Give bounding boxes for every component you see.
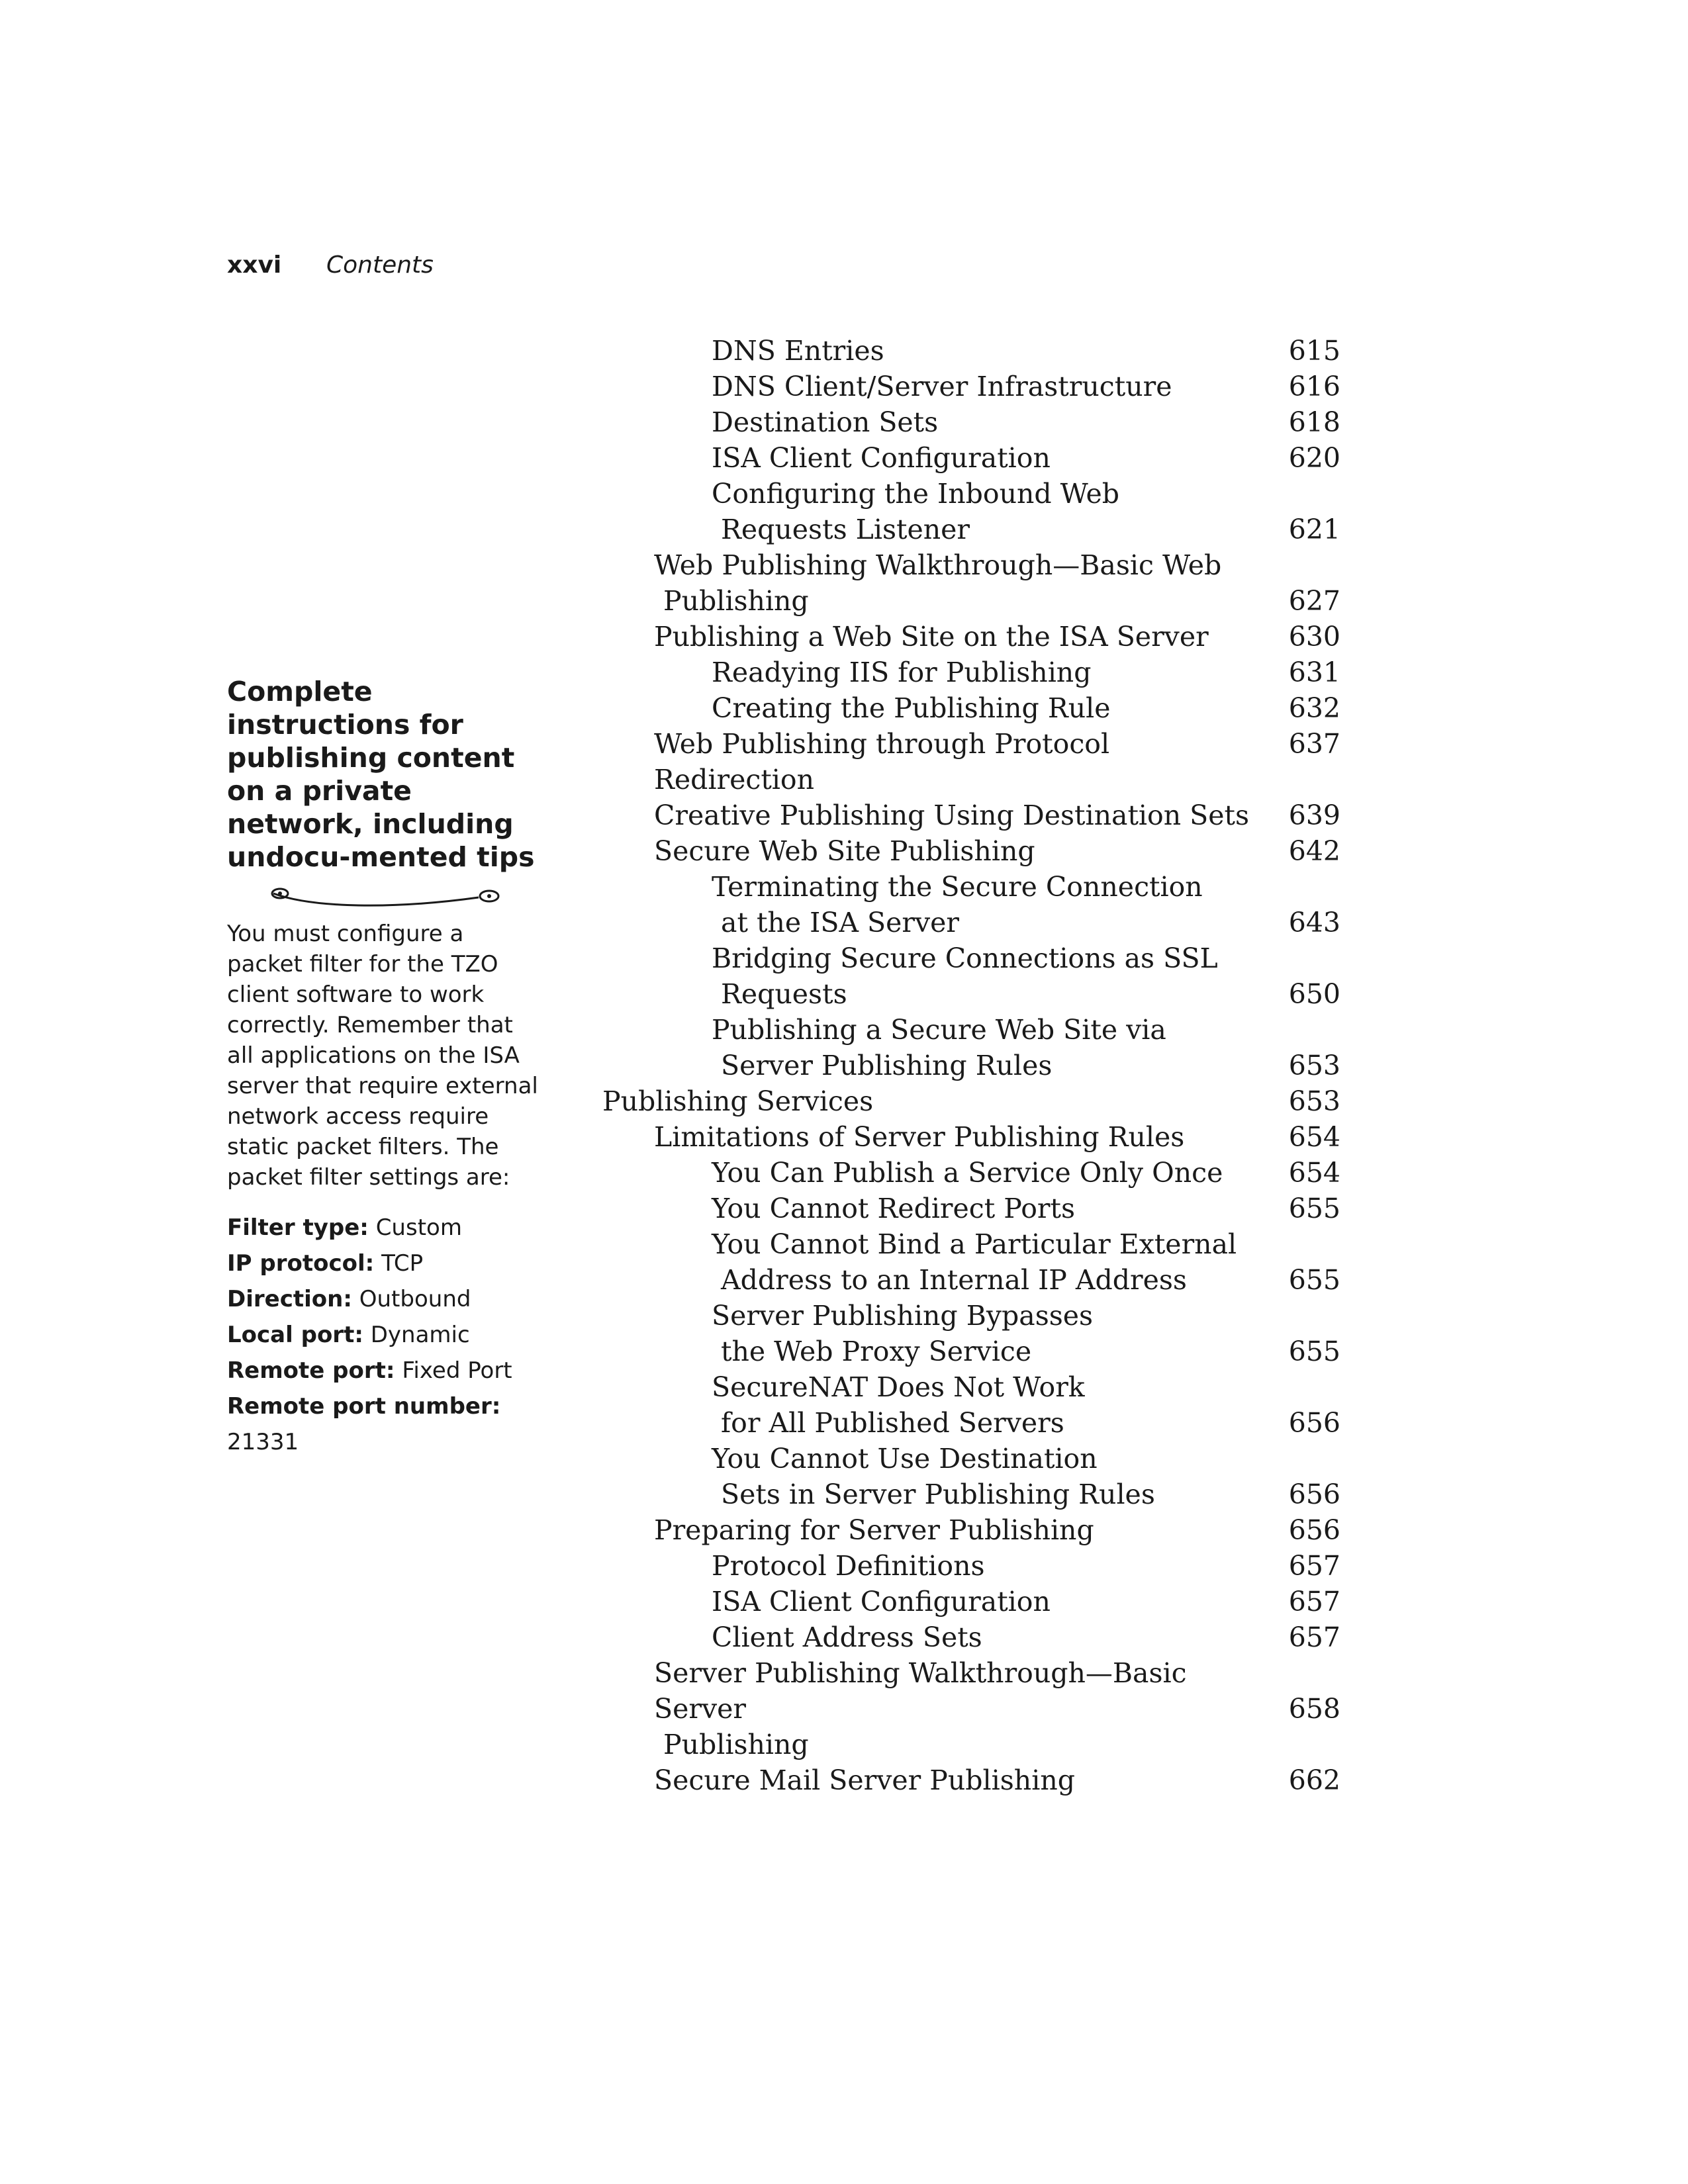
toc-title-line: Server Publishing Bypasses — [712, 1300, 1094, 1332]
toc-entry-title — [602, 619, 1268, 655]
toc-title-line: Requests Listener — [721, 514, 970, 545]
toc-title-line: SecureNAT Does Not Work — [712, 1371, 1085, 1403]
toc-title-line: Publishing — [663, 1729, 809, 1760]
toc-title-line: Destination Sets — [712, 406, 939, 438]
toc-entry-title — [602, 833, 1268, 869]
toc-page-number: 615 — [1288, 335, 1340, 367]
toc-title-line: for All Published Servers — [721, 1407, 1064, 1439]
toc-entry[interactable] — [602, 1012, 1340, 1083]
toc-page-number: 627 — [1288, 585, 1340, 617]
toc-title-line: Creating the Publishing Rule — [712, 692, 1111, 724]
setting-item — [227, 1210, 545, 1246]
toc-entry-title — [602, 1548, 1268, 1584]
toc-entry-title — [602, 1155, 1268, 1191]
setting-label: Filter type: — [227, 1214, 369, 1241]
toc-entry[interactable] — [602, 1655, 1340, 1762]
toc-title-line: Secure Web Site Publishing — [654, 835, 1035, 867]
setting-label: IP protocol: — [227, 1250, 375, 1277]
toc-page-number: 639 — [1288, 799, 1340, 831]
toc-entry-title — [602, 1083, 1268, 1119]
toc-entry[interactable] — [602, 1226, 1340, 1298]
toc-entry-title — [602, 476, 1268, 547]
toc-title-line: Creative Publishing Using Destination Sets — [654, 799, 1250, 831]
toc-title-line: Publishing Services — [602, 1085, 874, 1117]
setting-value: Custom — [375, 1214, 462, 1241]
toc-entry[interactable] — [602, 940, 1340, 1012]
toc-title-line: Web Publishing through Protocol Redirection — [654, 728, 1110, 796]
toc-entry[interactable] — [602, 797, 1340, 833]
toc-entry[interactable] — [602, 1083, 1340, 1119]
toc-title-line: Configuring the Inbound Web — [712, 478, 1119, 510]
toc-entry-title — [602, 547, 1268, 619]
toc-page-number: 657 — [1288, 1586, 1340, 1617]
toc-entry-title — [602, 797, 1268, 833]
toc-entry[interactable] — [602, 690, 1340, 726]
toc-entry-title — [602, 1369, 1268, 1441]
toc-entry[interactable] — [602, 369, 1340, 404]
toc-entry-title — [602, 1619, 1268, 1655]
toc-page-number: 632 — [1288, 692, 1340, 724]
packet-filter-settings — [227, 1210, 545, 1460]
running-header — [227, 251, 434, 291]
toc-page-number: 657 — [1288, 1550, 1340, 1582]
toc-page-number: 662 — [1288, 1764, 1340, 1796]
toc-entry[interactable] — [602, 1762, 1340, 1798]
toc-title-line: Bridging Secure Connections as SSL — [712, 942, 1218, 974]
toc-title-line: Server Publishing Walkthrough—Basic Server — [654, 1657, 1187, 1725]
toc-entry[interactable] — [602, 619, 1340, 655]
toc-entry-title — [602, 1655, 1268, 1762]
toc-page-number: 620 — [1288, 442, 1340, 474]
margin-note — [227, 675, 545, 1460]
sidebar-tagline: Complete instructions for publishing content on a private network, including undocu-mented tips — [227, 676, 535, 873]
toc-title-line: Limitations of Server Publishing Rules — [654, 1121, 1185, 1153]
toc-entry[interactable] — [602, 869, 1340, 940]
toc-entry[interactable] — [602, 1298, 1340, 1369]
toc-title-line: Publishing a Secure Web Site via — [712, 1014, 1166, 1046]
setting-item — [227, 1246, 545, 1281]
toc-title-line: Web Publishing Walkthrough—Basic Web — [654, 549, 1222, 581]
toc-page-number: 658 — [1288, 1693, 1340, 1725]
toc-page-number: 655 — [1288, 1264, 1340, 1296]
toc-title-line: Sets in Server Publishing Rules — [721, 1479, 1155, 1510]
toc-entry-title — [602, 1191, 1268, 1226]
setting-item — [227, 1353, 545, 1388]
toc-entry-title — [602, 940, 1268, 1012]
toc-page-number: 618 — [1288, 406, 1340, 438]
toc-entry[interactable] — [602, 1512, 1340, 1548]
toc-entry[interactable] — [602, 476, 1340, 547]
toc-title-line: Readying IIS for Publishing — [712, 657, 1092, 688]
toc-page-number: 637 — [1288, 728, 1340, 760]
setting-item — [227, 1388, 545, 1460]
toc-entry[interactable] — [602, 1548, 1340, 1584]
toc-page-number: 654 — [1288, 1121, 1340, 1153]
toc-page-number: 653 — [1288, 1050, 1340, 1081]
toc-title-line: Client Address Sets — [712, 1621, 982, 1653]
toc-page-number: 655 — [1288, 1193, 1340, 1224]
sidebar-note: You must configure a packet filter for the TZO client software to work correctly. Remember that all applications on the ISA server that require external network access require static packet filters. The packet filter settings are: — [227, 921, 538, 1191]
toc-entry-title — [602, 690, 1268, 726]
toc-title-line: DNS Client/Server Infrastructure — [712, 371, 1172, 402]
toc-entry[interactable] — [602, 1441, 1340, 1512]
toc-title-line: ISA Client Configuration — [712, 1586, 1051, 1617]
toc-entry[interactable] — [602, 833, 1340, 869]
toc-title-line: Publishing a Web Site on the ISA Server — [654, 621, 1209, 653]
toc-title-line: DNS Entries — [712, 335, 884, 367]
toc-entry[interactable] — [602, 655, 1340, 690]
toc-title-line: the Web Proxy Service — [721, 1336, 1032, 1367]
toc-page-number: 656 — [1288, 1407, 1340, 1439]
toc-title-line: Protocol Definitions — [712, 1550, 985, 1582]
toc-page-number: 655 — [1288, 1336, 1340, 1367]
toc-page-number: 650 — [1288, 978, 1340, 1010]
setting-value: Dynamic — [370, 1322, 470, 1348]
toc-title-line: at the ISA Server — [721, 907, 960, 938]
toc-entry-title — [602, 655, 1268, 690]
setting-label: Local port: — [227, 1322, 363, 1348]
toc-page-number: 642 — [1288, 835, 1340, 867]
setting-item — [227, 1281, 545, 1317]
toc-title-line: You Cannot Redirect Ports — [712, 1193, 1075, 1224]
toc-page-number: 656 — [1288, 1479, 1340, 1510]
setting-value: Fixed Port — [402, 1357, 512, 1384]
toc-entry-title — [602, 1762, 1268, 1798]
toc-title-line: You Cannot Bind a Particular External — [712, 1228, 1237, 1260]
toc-entry[interactable] — [602, 1191, 1340, 1226]
toc-title-line: Requests — [721, 978, 847, 1010]
page-number: xxvi — [227, 251, 282, 279]
toc-entry[interactable] — [602, 1119, 1340, 1155]
toc-entry-title — [602, 1584, 1268, 1619]
toc-entry[interactable] — [602, 1369, 1340, 1441]
toc-entry-title — [602, 404, 1268, 440]
toc-entry-title — [602, 1226, 1268, 1298]
toc-page-number: 631 — [1288, 657, 1340, 688]
toc-page-number: 657 — [1288, 1621, 1340, 1653]
toc-entry[interactable] — [602, 404, 1340, 440]
running-title: Contents — [326, 251, 434, 279]
toc-title-line: You Cannot Use Destination — [712, 1443, 1098, 1475]
toc-entry-title — [602, 726, 1268, 797]
toc-page-number: 643 — [1288, 907, 1340, 938]
setting-item — [227, 1317, 545, 1353]
setting-label: Direction: — [227, 1286, 352, 1312]
toc-title-line: Address to an Internal IP Address — [721, 1264, 1187, 1296]
toc-entry-title — [602, 440, 1268, 476]
toc-entry-title — [602, 1441, 1268, 1512]
toc-page-number: 654 — [1288, 1157, 1340, 1189]
toc-entry-title — [602, 369, 1268, 404]
toc-entry-title — [602, 1012, 1268, 1083]
setting-label: Remote port number: — [227, 1393, 501, 1420]
toc-title-line: Publishing — [663, 585, 809, 617]
toc-entry[interactable] — [602, 1619, 1340, 1655]
toc-entry[interactable] — [602, 1155, 1340, 1191]
toc-entry-title — [602, 1298, 1268, 1369]
toc-page-number: 616 — [1288, 371, 1340, 402]
toc-title-line: ISA Client Configuration — [712, 442, 1051, 474]
toc-entry[interactable] — [602, 726, 1340, 797]
table-of-contents — [602, 333, 1340, 1798]
toc-entry-title — [602, 333, 1268, 369]
toc-entry-title — [602, 1512, 1268, 1548]
setting-value: TCP — [381, 1250, 424, 1277]
toc-entry-title — [602, 869, 1268, 940]
toc-title-line: Server Publishing Rules — [721, 1050, 1053, 1081]
toc-page-number: 656 — [1288, 1514, 1340, 1546]
toc-title-line: Preparing for Server Publishing — [654, 1514, 1094, 1546]
toc-page-number: 653 — [1288, 1085, 1340, 1117]
toc-title-line: You Can Publish a Service Only Once — [712, 1157, 1223, 1189]
toc-page-number: 621 — [1288, 514, 1340, 545]
toc-entry[interactable] — [602, 440, 1340, 476]
setting-value: Outbound — [359, 1286, 471, 1312]
toc-entry[interactable] — [602, 333, 1340, 369]
setting-label: Remote port: — [227, 1357, 395, 1384]
setting-value: 21331 — [227, 1429, 299, 1455]
swirl-divider-icon — [260, 886, 512, 909]
toc-page-number: 630 — [1288, 621, 1340, 653]
toc-entry-title — [602, 1119, 1268, 1155]
toc-title-line: Terminating the Secure Connection — [712, 871, 1203, 903]
toc-entry[interactable] — [602, 1584, 1340, 1619]
toc-title-line: Secure Mail Server Publishing — [654, 1764, 1075, 1796]
toc-entry[interactable] — [602, 547, 1340, 619]
